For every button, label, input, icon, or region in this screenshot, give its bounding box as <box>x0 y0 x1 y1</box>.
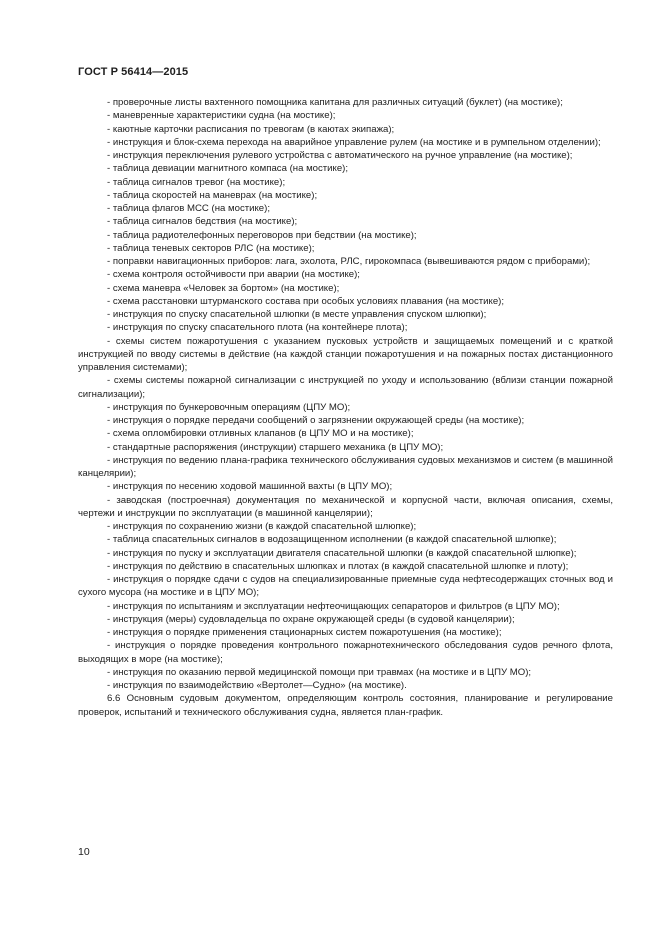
list-item: - схема опломбировки отливных клапанов (в ЦПУ МО и на мостике); <box>107 428 414 440</box>
list-item: - инструкция о порядке применения стационарных систем пожаротушения (на мостике); <box>107 627 502 638</box>
list-item: - инструкция по взаимодействию «Вертолет—Судно» (на мостике). <box>107 680 407 691</box>
list-item: - инструкция по спуску спасательной шлюпки (в месте управления спуском шлюпки); <box>107 309 487 320</box>
list-item: - таблица девиации магнитного компаса (на мостике); <box>107 163 349 175</box>
list-item: - схемы систем пожаротушения с указанием пусковых устройств и защищаемых помещений и с краткой инструкцией по вводу системы в действие (на каждой станции пожаротушения и на пожарных постах дистанционного управления системами); <box>78 335 613 373</box>
list-item: - схема маневра «Человек за бортом» (на мостике); <box>107 282 340 294</box>
section-paragraph: 6.6 Основным судовым документом, определяющим контроль состояния, планирование и регулирование проверок, испытаний и технического обслуживания судна, является план-график. <box>78 693 613 718</box>
list-item: - таблица спасательных сигналов в водозащищенном исполнении (в каждой спасательной шлюпке); <box>107 534 557 546</box>
list-item: - инструкция о порядке передачи сообщений о загрязнении окружающей среды (на мостике); <box>107 415 525 426</box>
list-item: - каютные карточки расписания по тревогам (в каютах экипажа); <box>107 123 395 135</box>
list-item: - инструкция по пуску и эксплуатации двигателя спасательной шлюпки (в каждой спасательной шлюпке); <box>107 547 577 559</box>
list-item: - стандартные распоряжения (инструкции) старшего механика (в ЦПУ МО); <box>107 441 444 453</box>
list-item: - маневренные характеристики судна (на мостике); <box>107 110 336 122</box>
list-item: - заводская (построечная) документация по механической и корпусной части, включая описания, схемы, чертежи и инструкции по эксплуатации (в машинной канцелярии); <box>78 494 613 519</box>
list-item: - инструкция переключения рулевого устройства с автоматического на ручное управление (на мостике); <box>107 150 573 161</box>
list-item: - инструкция по несению ходовой машинной вахты (в ЦПУ МО); <box>107 481 393 493</box>
list-item: - проверочные листы вахтенного помощника капитана для различных ситуаций (буклет) (на мостике); <box>107 97 563 108</box>
document-body <box>78 96 613 719</box>
list-item: - инструкция по бункеровочным операциям (ЦПУ МО); <box>107 401 351 413</box>
document-header: ГОСТ Р 56414—2015 <box>78 66 189 78</box>
list-item: - инструкция о порядке проведения контрольного пожарнотехнического обследования судов речного флота, выходящих в море (на мостике); <box>78 640 613 665</box>
list-item: - инструкция по испытаниям и эксплуатации нефтеочищающих сепараторов и фильтров (в ЦПУ МО); <box>107 600 560 612</box>
list-item: - инструкция по действию в спасательных шлюпках и плотах (в каждой спасательной шлюпке и плоту); <box>107 560 569 572</box>
list-item: - таблица флагов МСС (на мостике); <box>107 203 270 214</box>
list-item: - схема расстановки штурманского состава при особых условиях плавания (на мостике); <box>107 295 505 307</box>
list-item: - поправки навигационных приборов: лага, эхолота, РЛС, гирокомпаса (вывешиваются рядом с приборами); <box>107 256 591 267</box>
list-item: - инструкция по спуску спасательного плота (на контейнере плота); <box>107 322 408 334</box>
list-item: - таблица радиотелефонных переговоров при бедствии (на мостике); <box>107 229 417 241</box>
list-item: - таблица скоростей на маневрах (на мостике); <box>107 189 318 201</box>
list-item: - инструкция по ведению плана-графика технического обслуживания судовых механизмов и систем (в машинной канцелярии); <box>78 454 614 479</box>
list-item: - таблица сигналов тревог (на мостике); <box>107 176 286 188</box>
list-item: - инструкция о порядке сдачи с судов на специализированные приемные суда нефтесодержащих сточных вод и сухого мусора (на мостике и в ЦПУ МО); <box>78 574 613 599</box>
list-item: - таблица сигналов бедствия (на мостике); <box>107 216 298 228</box>
list-item: - инструкция (меры) судовладельца по охране окружающей среды (в судовой канцелярии); <box>107 613 515 625</box>
list-item: - таблица теневых секторов РЛС (на мостике); <box>107 242 315 254</box>
list-item: - схема контроля остойчивости при аварии (на мостике); <box>107 269 360 281</box>
list-item: - инструкция по оказанию первой медицинской помощи при травмах (на мостике и в ЦПУ МО); <box>107 666 532 678</box>
list-item: - инструкция по сохранению жизни (в каждой спасательной шлюпке); <box>107 521 417 532</box>
list-item: - схемы системы пожарной сигнализации с инструкцией по уходу и использованию (вблизи станции пожарной сигнализации); <box>78 375 613 400</box>
page-number: 10 <box>78 846 90 858</box>
list-item: - инструкция и блок-схема перехода на аварийное управление рулем (на мостике и в румпельном отделении); <box>107 136 601 148</box>
